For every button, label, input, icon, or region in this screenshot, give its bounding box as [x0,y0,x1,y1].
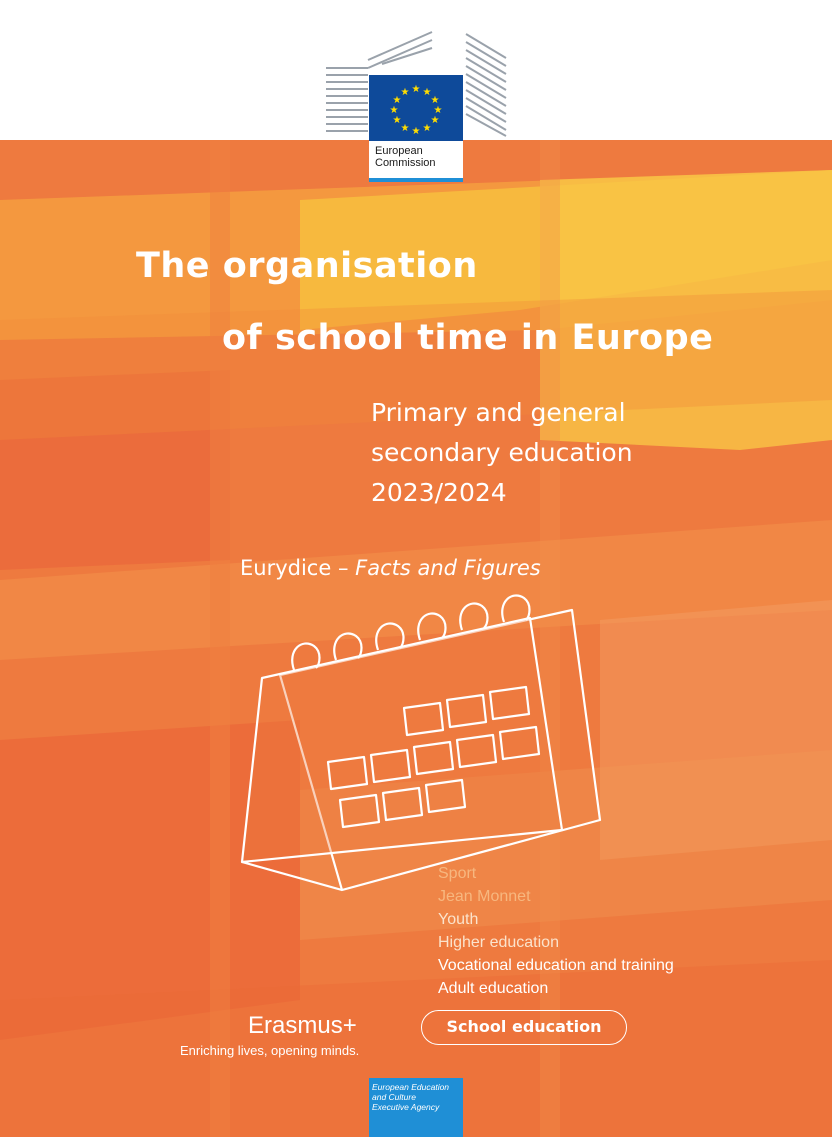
svg-text:★: ★ [422,123,432,134]
sector-item-adult-education [438,980,548,998]
erasmus-logo-text: Erasmus+ [248,1012,357,1039]
title-line-1: The organisation [136,246,478,286]
commission-wordmark [369,141,463,182]
sector-label: Vocational education and training [438,957,674,974]
eacea-logo [369,1078,463,1137]
svg-text:★: ★ [433,105,443,116]
svg-text:★: ★ [430,95,440,106]
title-line-2: of school time in Europe [222,318,714,358]
sector-label: Jean Monnet [438,888,531,905]
eu-stars-icon [369,75,463,141]
svg-text:★: ★ [422,87,432,98]
series-label [240,556,541,580]
svg-text:★: ★ [400,123,410,134]
commission-word-2: Commission [375,157,436,169]
subtitle-year: 2023/2024 [371,478,507,507]
sector-item-sport [438,865,476,883]
school-education-badge: School education [421,1010,627,1045]
svg-text:★: ★ [411,126,421,137]
series-name: Facts and Figures [355,556,541,580]
series-publisher: Eurydice [240,556,332,580]
svg-text:★: ★ [430,115,440,126]
svg-text:★: ★ [400,87,410,98]
svg-text:★: ★ [389,105,399,116]
agency-line-1: European Education [372,1082,450,1092]
desk-calendar-icon [232,590,602,900]
erasmus-tagline: Enriching lives, opening minds. [180,1043,360,1058]
svg-text:★: ★ [392,115,402,126]
svg-text:★: ★ [392,95,402,106]
sector-item-higher-education [438,934,559,952]
commission-word-1: European [375,145,423,157]
agency-line-3: Executive Agency [372,1102,440,1112]
svg-text:★: ★ [411,84,421,95]
eu-flag [369,75,463,141]
subtitle-line-1: Primary and general [371,398,626,427]
sector-label: Youth [438,911,479,928]
sector-label: Higher education [438,934,559,951]
sector-label: Sport [438,865,477,882]
sector-item-youth [438,911,478,929]
sector-item-jean-monnet [438,888,531,906]
series-dash: – [337,556,349,580]
subtitle-line-2: secondary education [371,438,633,467]
agency-line-2: and Culture [372,1092,416,1102]
sector-item-vet [438,957,674,975]
sector-label: Adult education [438,980,549,997]
